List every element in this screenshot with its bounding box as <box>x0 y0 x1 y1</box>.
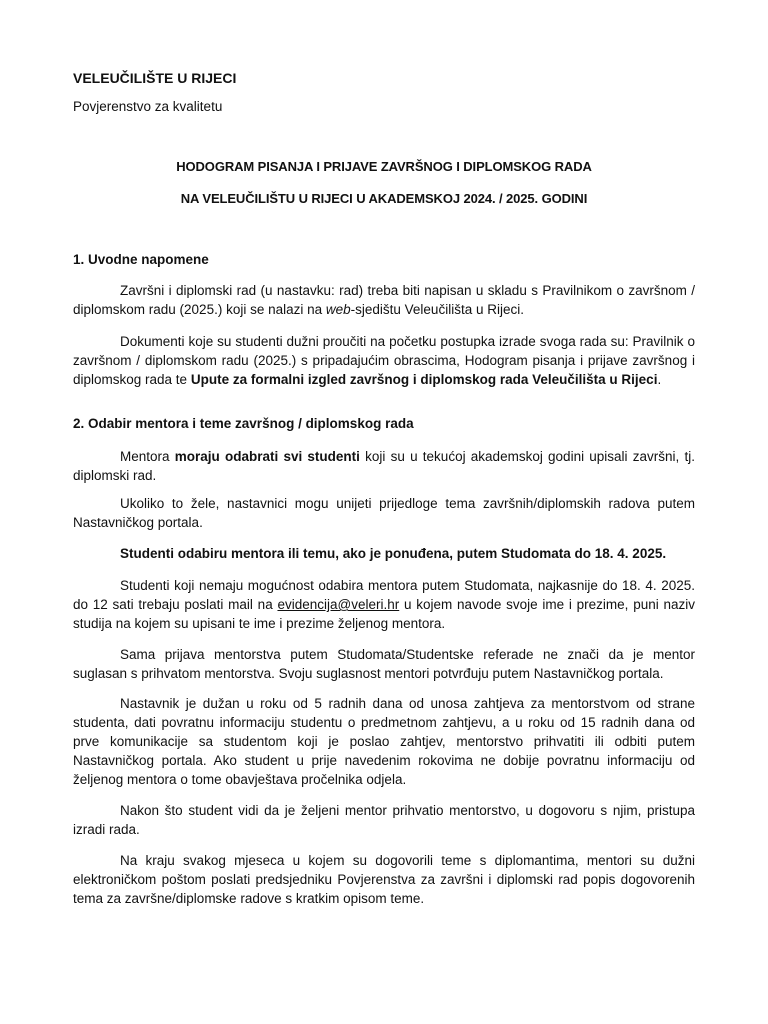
text-run: koji su u tekućoj akademskoj godini upisali završni, tj. diplomski rad. <box>73 449 696 483</box>
committee-name: Povjerenstvo za kvalitetu <box>73 99 223 114</box>
text-run: Studenti koji nemaju mogućnost odabira mentora putem Studomata, najkasnije do 18. 4. 2025. do 12 sati trebaju poslati mail na <box>73 578 695 612</box>
paragraph-mentor-1 <box>73 447 695 485</box>
text-run: Mentora <box>120 449 175 464</box>
section-heading-introduction: 1. Uvodne napomene <box>73 252 209 267</box>
text-run: u kojem navode svoje ime i prezime, puni naziv studija na kojem su upisani te ime i prezime željenog mentora. <box>73 597 695 631</box>
text-run: -sjedištu Veleučilišta u Rijeci. <box>350 302 524 317</box>
text-run: . <box>657 372 662 387</box>
institution-name: VELEUČILIŠTE U RIJECI <box>73 70 237 86</box>
paragraph-mentor-deadlines: Nastavnik je dužan u roku od 5 radnih dana od unosa zahtjeva za mentorstvom od strane studenta, dati povratnu informaciju studentu o predmetnom zahtjevu, a u roku od 15 radnih dana od prve komunikacije sa studentom koji je poslao zahtjev, mentorstvo prihvatiti ili odbiti putem Nastavničkog portala. Ako student u prije navedenim rokovima ne dobije povratnu informaciju od željenog mentora o tome obavještava pročelnika odjela. <box>73 696 695 787</box>
document-title-line-1: HODOGRAM PISANJA I PRIJAVE ZAVRŠNOG I DIPLOMSKOG RADA <box>176 159 592 174</box>
paragraph-mentor-consent: Sama prijava mentorstva putem Studomata/Studentske referade ne znači da je mentor suglasan s prihvatom mentorstva. Svoju suglasnost mentori potvrđuju putem Nastavničkog portala. <box>73 647 695 681</box>
paragraph-deadline-bold: Studenti odabiru mentora ili temu, ako je ponuđena, putem Studomata do 18. 4. 2025. <box>120 546 667 561</box>
paragraph-mentor-accepted: Nakon što student vidi da je željeni mentor prihvatio mentorstvo, u dogovoru s njim, pristupa izradi rada. <box>73 803 695 837</box>
paragraph-intro-1 <box>73 281 695 319</box>
section-heading-mentor-selection: 2. Odabir mentora i teme završnog / diplomskog rada <box>73 416 414 431</box>
paragraph-mentor-2: Ukoliko to žele, nastavnici mogu unijeti prijedloge tema završnih/diplomskih radova putem Nastavničkog portala. <box>73 496 695 530</box>
paragraph-intro-2 <box>73 332 695 389</box>
text-run: Dokumenti koje su studenti dužni proučiti na početku postupka izrade svoga rada su: Pravilnik o završnom / diplomskom radu (2025.) s pripadajućim obrascima, Hodogram pisanja i prijave završnog i diplomskog rada te <box>73 334 695 387</box>
bold-text-run: moraju odabrati svi studenti <box>174 449 360 464</box>
bold-text-run: Upute za formalni izgled završnog i diplomskog rada Veleučilišta u Rijeci <box>190 372 658 387</box>
italic-text-run: web <box>325 302 351 317</box>
paragraph-mentor-email <box>73 576 695 633</box>
text-run: Završni i diplomski rad (u nastavku: rad) treba biti napisan u skladu s Pravilnikom o završnom / diplomskom radu (2025.) koji se nalazi na <box>73 283 695 317</box>
document-title-line-2: NA VELEUČILIŠTU U RIJECI U AKADEMSKOJ 2024. / 2025. GODINI <box>180 191 588 206</box>
paragraph-monthly-report: Na kraju svakog mjeseca u kojem su dogovorili teme s diplomantima, mentori su dužni elektroničkom poštom poslati predsjedniku Povjerenstva za završni i diplomski rad popis dogovorenih tema za završne/diplomske radove s kratkim opisom teme. <box>73 853 695 906</box>
email-link[interactable]: evidencija@veleri.hr <box>277 597 400 612</box>
